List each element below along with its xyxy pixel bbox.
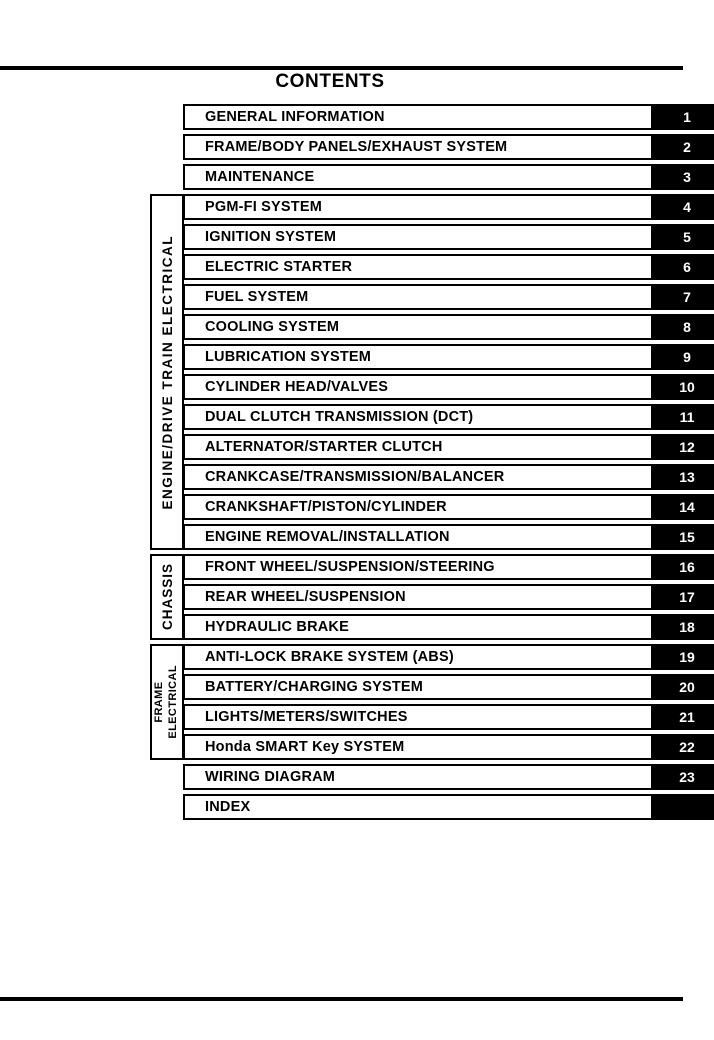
toc-row[interactable] xyxy=(183,704,714,730)
chapter-title: DUAL CLUTCH TRANSMISSION (DCT) xyxy=(183,404,653,430)
toc-row[interactable] xyxy=(183,284,714,310)
chapter-number-tab: 16 xyxy=(653,554,714,580)
chapter-number-tab: 20 xyxy=(653,674,714,700)
chapter-number-tab: 14 xyxy=(653,494,714,520)
chapter-title: MAINTENANCE xyxy=(183,164,653,190)
toc-row[interactable] xyxy=(183,404,714,430)
toc-row[interactable] xyxy=(183,674,714,700)
toc-row[interactable] xyxy=(183,554,714,580)
chapter-title: WIRING DIAGRAM xyxy=(183,764,653,790)
top-rule xyxy=(0,66,683,70)
chapter-number-tab: 7 xyxy=(653,284,714,310)
toc-row[interactable] xyxy=(183,164,714,190)
toc-row[interactable] xyxy=(183,344,714,370)
chapter-number-tab: 4 xyxy=(653,194,714,220)
chapter-number-tab: 1 xyxy=(653,104,714,130)
chapter-number-tab xyxy=(653,794,714,820)
chapter-title: ENGINE REMOVAL/INSTALLATION xyxy=(183,524,653,550)
chapter-title: PGM-FI SYSTEM xyxy=(183,194,653,220)
chapter-title: CYLINDER HEAD/VALVES xyxy=(183,374,653,400)
chapter-number-tab: 3 xyxy=(653,164,714,190)
group-label-frame-line1: FRAME xyxy=(153,681,166,723)
group-box-engine-drive-train-electrical xyxy=(150,194,184,550)
chapter-number-tab: 6 xyxy=(653,254,714,280)
chapter-title: GENERAL INFORMATION xyxy=(183,104,653,130)
group-label-engine-drive-train-electrical: ENGINE/DRIVE TRAIN ELECTRICAL xyxy=(159,234,175,510)
toc-row[interactable] xyxy=(183,194,714,220)
chapter-title: Honda SMART Key SYSTEM xyxy=(183,734,653,760)
chapter-number-tab: 19 xyxy=(653,644,714,670)
chapter-title: FRAME/BODY PANELS/EXHAUST SYSTEM xyxy=(183,134,653,160)
toc-row[interactable] xyxy=(183,584,714,610)
chapter-number-tab: 23 xyxy=(653,764,714,790)
chapter-title: HYDRAULIC BRAKE xyxy=(183,614,653,640)
toc-row[interactable] xyxy=(183,644,714,670)
chapter-title: COOLING SYSTEM xyxy=(183,314,653,340)
chapter-title: ELECTRIC STARTER xyxy=(183,254,653,280)
group-box-chassis xyxy=(150,554,184,640)
toc-row[interactable] xyxy=(183,314,714,340)
chapter-number-tab: 10 xyxy=(653,374,714,400)
chapter-title: LIGHTS/METERS/SWITCHES xyxy=(183,704,653,730)
toc-row[interactable] xyxy=(183,434,714,460)
toc-row[interactable] xyxy=(183,524,714,550)
toc-row[interactable] xyxy=(183,464,714,490)
chapter-title: ALTERNATOR/STARTER CLUTCH xyxy=(183,434,653,460)
chapter-number-tab: 21 xyxy=(653,704,714,730)
page-title: CONTENTS xyxy=(275,71,385,92)
group-label-frame-electrical xyxy=(153,665,181,739)
toc-row[interactable] xyxy=(183,254,714,280)
toc-row[interactable] xyxy=(183,614,714,640)
chapter-number-tab: 12 xyxy=(653,434,714,460)
chapter-title: FRONT WHEEL/SUSPENSION/STEERING xyxy=(183,554,653,580)
chapter-title: CRANKCASE/TRANSMISSION/BALANCER xyxy=(183,464,653,490)
chapter-number-tab: 15 xyxy=(653,524,714,550)
group-box-frame-electrical xyxy=(150,644,184,760)
group-label-chassis: CHASSIS xyxy=(159,563,175,631)
chapter-number-tab: 22 xyxy=(653,734,714,760)
toc-row[interactable] xyxy=(183,224,714,250)
toc-row[interactable] xyxy=(183,734,714,760)
chapter-number-tab: 17 xyxy=(653,584,714,610)
chapter-title: BATTERY/CHARGING SYSTEM xyxy=(183,674,653,700)
toc-row[interactable] xyxy=(183,794,714,820)
toc-row[interactable] xyxy=(183,134,714,160)
chapter-number-tab: 5 xyxy=(653,224,714,250)
bottom-rule xyxy=(0,997,683,1001)
chapter-number-tab: 9 xyxy=(653,344,714,370)
toc-row[interactable] xyxy=(183,494,714,520)
toc-row[interactable] xyxy=(183,374,714,400)
toc-row[interactable] xyxy=(183,764,714,790)
chapter-title: REAR WHEEL/SUSPENSION xyxy=(183,584,653,610)
chapter-number-tab: 11 xyxy=(653,404,714,430)
chapter-title: IGNITION SYSTEM xyxy=(183,224,653,250)
chapter-title: ANTI-LOCK BRAKE SYSTEM (ABS) xyxy=(183,644,653,670)
chapter-number-tab: 13 xyxy=(653,464,714,490)
chapter-title: FUEL SYSTEM xyxy=(183,284,653,310)
chapter-number-tab: 2 xyxy=(653,134,714,160)
chapter-number-tab: 18 xyxy=(653,614,714,640)
group-label-frame-line2: ELECTRICAL xyxy=(167,665,179,739)
toc-row[interactable] xyxy=(183,104,714,130)
chapter-title: CRANKSHAFT/PISTON/CYLINDER xyxy=(183,494,653,520)
chapter-number-tab: 8 xyxy=(653,314,714,340)
chapter-title: LUBRICATION SYSTEM xyxy=(183,344,653,370)
chapter-title: INDEX xyxy=(183,794,653,820)
